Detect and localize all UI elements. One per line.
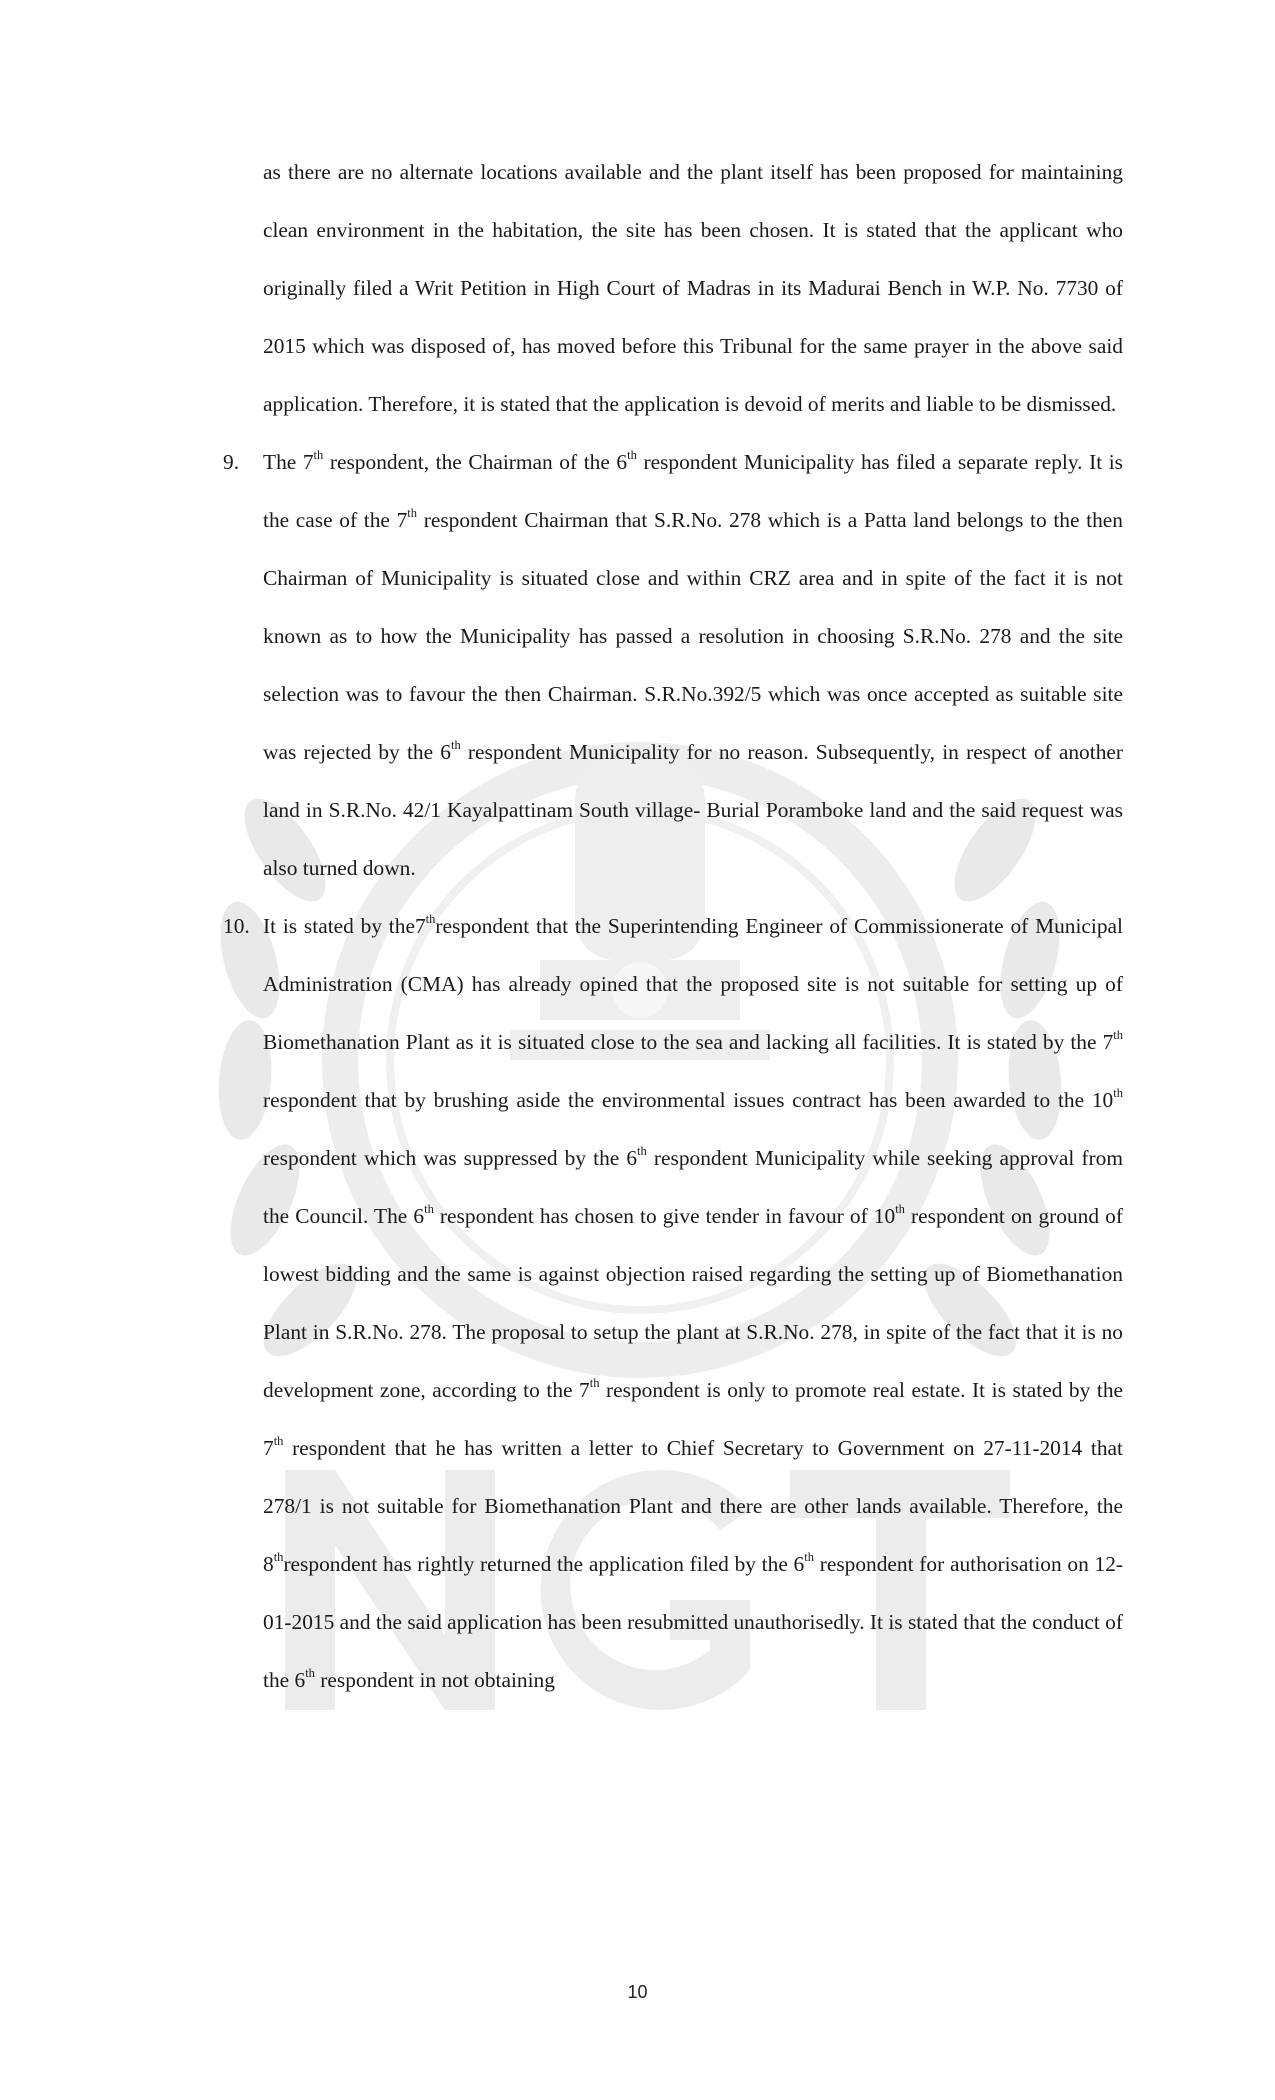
paragraph-text: It is stated by the7threspondent that the Superintending Engineer of Commissionerate of Municipal Administration (CMA) has already opined that the proposed site is not suitable for setting up of Biomethanation Plant as it is situated close to the sea and lacking all facilities. It is stated by the 7th respondent that by brushing aside the environmental issues contract has been awarded to the 10th respondent which was suppressed by the 6th respondent Municipality while seeking approval from the Council. The 6th respondent has chosen to give tender in favour of 10th respondent on ground of lowest bidding and the same is against objection raised regarding the setting up of Biomethanation Plant in S.R.No. 278. The proposal to setup the plant at S.R.No. 278, in spite of the fact that it is no development zone, according to the 7th respondent is only to promote real estate. It is stated by the 7th respondent that he has written a letter to Chief Secretary to Government on 27-11-2014 that 278/1 is not suitable for Biomethanation Plant and there are other lands available. Therefore, the 8threspondent has rightly returned the application filed by the 6th respondent for authorisation on 12-01-2015 and the said application has been resubmitted unauthorisedly. It is stated that the conduct of the 6th respondent in not obtaining [263, 911, 1124, 1692]
paragraph-text: The 7th respondent, the Chairman of the 6th respondent Municipality has filed a separate reply. It is the case of the 7th respondent Chairman that S.R.No. 278 which is a Patta land belongs to the then Chairman of Municipality is situated close and within CRZ area and in spite of the fact it is not known as to how the Municipality has passed a resolution in choosing S.R.No. 278 and the site selection was to favour the then Chairman. S.R.No.392/5 which was once accepted as suitable site was rejected by the 6th respondent Municipality for no reason. Subsequently, in respect of another land in S.R.No. 42/1 Kayalpattinam South village- Burial Poramboke land and the said request was also turned down. [263, 447, 1124, 880]
paragraph-9 [223, 433, 1124, 897]
paragraph-text: as there are no alternate locations available and the plant itself has been proposed for maintaining clean environment in the habitation, the site has been chosen. It is stated that the applicant who originally filed a Writ Petition in High Court of Madras in its Madurai Bench in W.P. No. 7730 of 2015 which was disposed of, has moved before this Tribunal for the same prayer in the above said application. Therefore, it is stated that the application is devoid of merits and liable to be dismissed. [263, 160, 1123, 416]
paragraph-10 [223, 897, 1124, 1709]
paragraph-number: 10. [223, 914, 250, 938]
page-number: 10 [627, 1982, 648, 2002]
document-body [223, 143, 1124, 1709]
paragraph-number: 9. [223, 450, 240, 474]
paragraph-continued [263, 143, 1123, 433]
